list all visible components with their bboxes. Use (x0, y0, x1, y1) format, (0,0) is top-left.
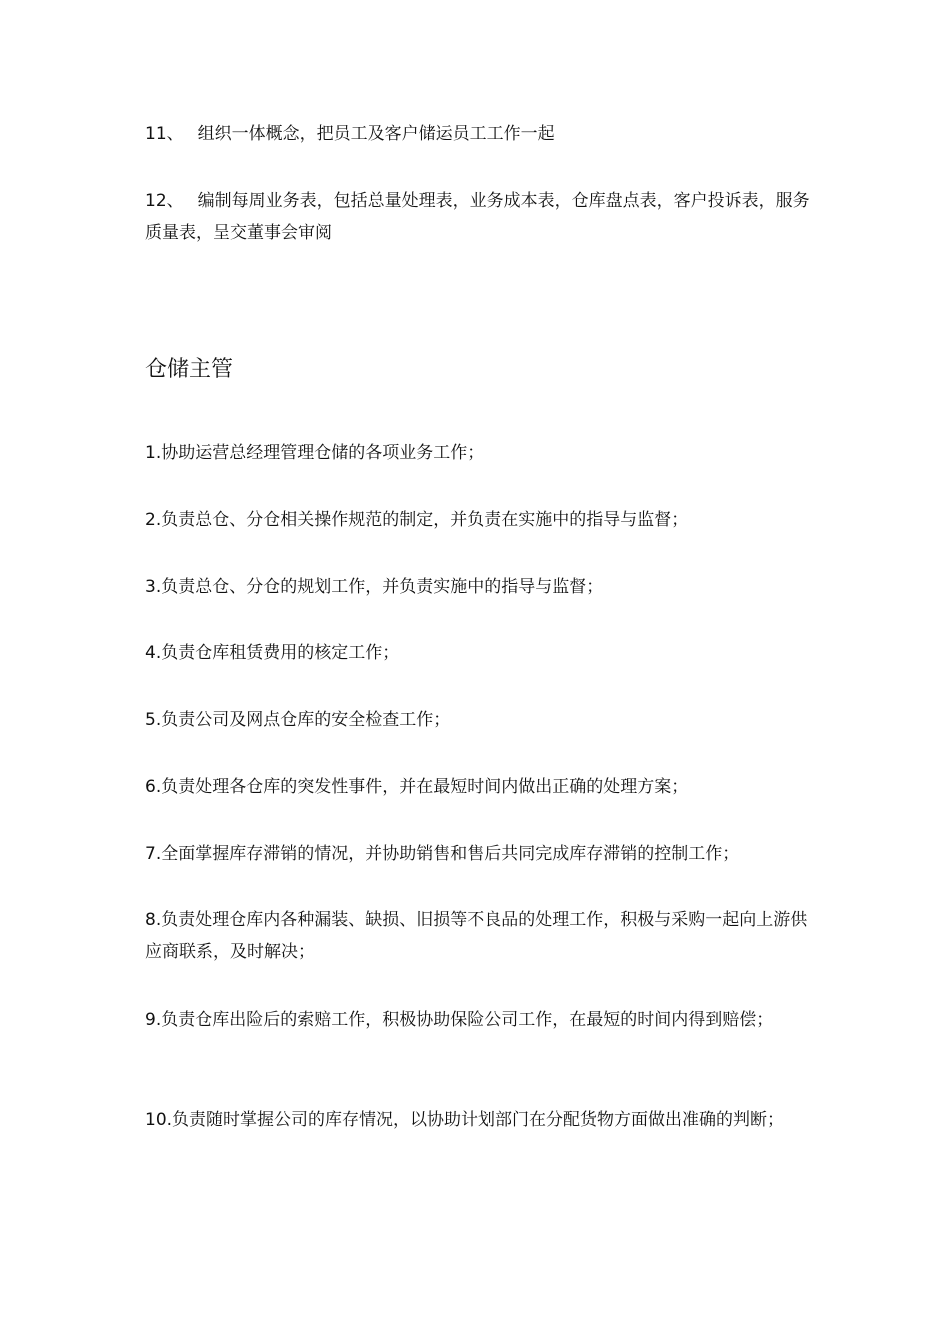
item-number: 11、 (145, 124, 184, 144)
item-number: 12、 (145, 191, 184, 211)
item-text: 组织一体概念，把员工及客户储运员工工作一起 (197, 124, 555, 144)
list-item-11 (145, 118, 815, 150)
duty-item-7: 7.全面掌握库存滞销的情况，并协助销售和售后共同完成库存滞销的控制工作； (145, 844, 740, 864)
duty-item-2: 2.负责总仓、分仓相关操作规范的制定，并负责在实施中的指导与监督； (145, 510, 689, 530)
section-title: 仓储主管 (145, 357, 234, 382)
duty-item-10: 10.负责随时掌握公司的库存情况，以协助计划部门在分配货物方面做出准确的判断； (145, 1110, 785, 1130)
duty-item-3: 3.负责总仓、分仓的规划工作，并负责实施中的指导与监督； (145, 577, 604, 597)
item-text: 编制每周业务表，包括总量处理表，业务成本表，仓库盘点表，客户投诉表，服务质量表，呈交董事会审阅 (145, 191, 810, 243)
duty-item-5: 5.负责公司及网点仓库的安全检查工作； (145, 710, 451, 730)
duty-item-8: 8.负责处理仓库内各种漏装、缺损、旧损等不良品的处理工作，积极与采购一起向上游供应商联系，及时解决； (145, 910, 808, 962)
duty-item-6: 6.负责处理各仓库的突发性事件，并在最短时间内做出正确的处理方案； (145, 777, 689, 797)
list-item-12 (145, 185, 815, 249)
duty-item-1: 1.协助运营总经理管理仓储的各项业务工作； (145, 443, 485, 463)
duty-item-4: 4.负责仓库租赁费用的核定工作； (145, 643, 400, 663)
duty-item-9: 9.负责仓库出险后的索赔工作，积极协助保险公司工作，在最短的时间内得到赔偿； (145, 1010, 774, 1030)
